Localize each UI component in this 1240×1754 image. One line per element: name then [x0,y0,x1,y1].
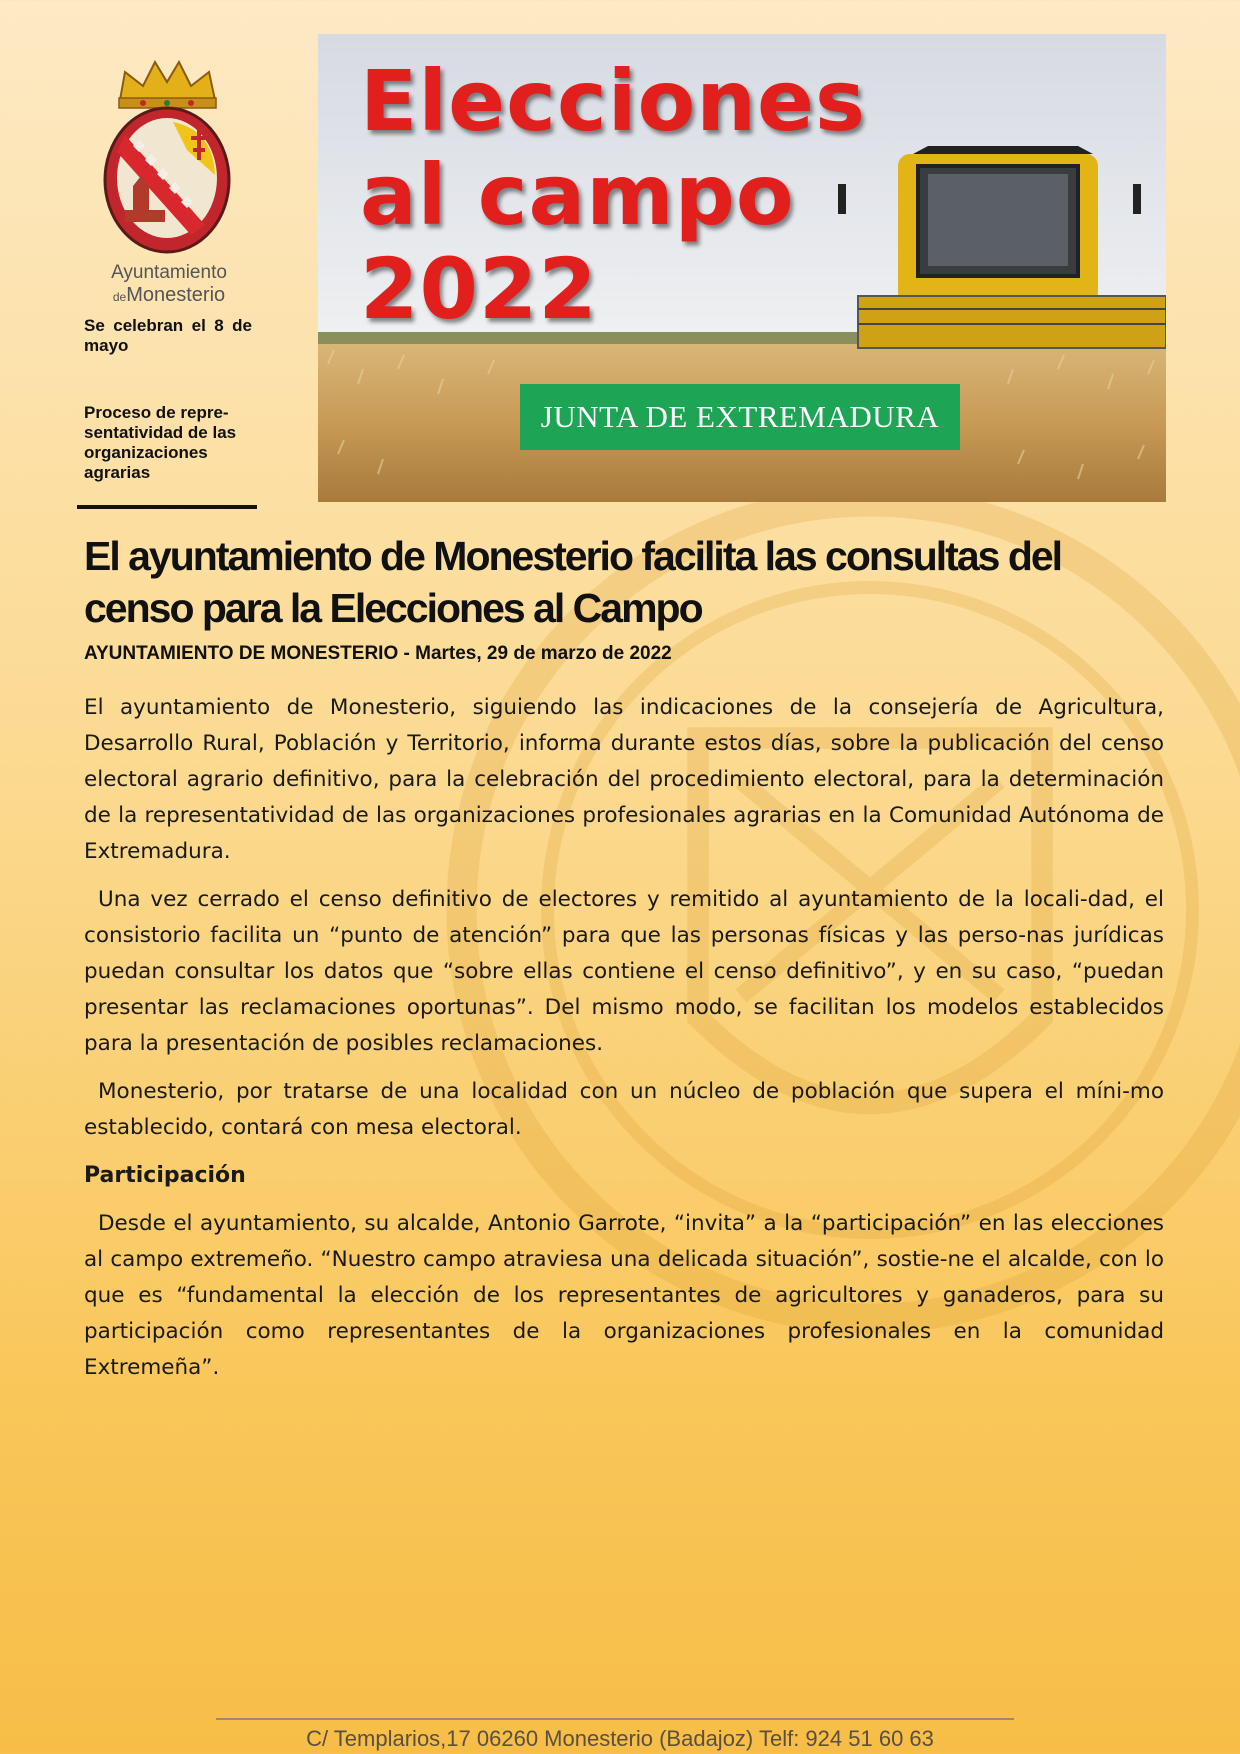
crest-caption-line1: Ayuntamiento [111,262,227,283]
junta-badge: JUNTA DE EXTREMADURA [520,384,960,450]
crest-caption-name: Monesterio [126,284,226,306]
footer-address: C/ Templarios,17 06260 Monesterio (Badajoz) Telf: 924 51 60 63 [306,1726,934,1751]
banner-title-line3: 2022 [360,240,598,338]
crest-caption [84,262,254,308]
article-headline: El ayuntamiento de Monesterio facilita las consultas del censo para la Elecciones al Campo [84,533,1062,631]
article-body [84,690,1164,1398]
sidebar-divider [77,505,257,509]
banner-image [318,34,1166,502]
crest-caption-de: de [112,290,127,304]
banner-title [360,54,866,336]
banner-title-line1: Elecciones [360,52,867,150]
article-subheading: Participación [84,1163,246,1188]
footer-divider [216,1718,1014,1720]
article-paragraph: El ayuntamiento de Monesterio, siguiendo las indicaciones de la consejería de Agricultura, Desarrollo Rural, Población y Territorio, informa durante estos días, sobre la publicación del censo electoral agrario definitivo, para la celebración del procedimiento electoral, para la determinación de la representatividad de las organizaciones profesionales agrarias en la Comunidad Autónoma de Extremadura. [84,695,1164,864]
article-byline: AYUNTAMIENTO DE MONESTERIO - Martes, 29 de marzo de 2022 [84,643,672,664]
monesterio-crest-logo [95,60,240,260]
sidebar-note-date: Se celebran el 8 de mayo [84,316,252,355]
banner-title-line2: al campo [360,146,795,244]
sidebar-note-process: Proceso de repre-sentatividad de las organizaciones agrarias [84,403,237,482]
article-paragraph: Una vez cerrado el censo definitivo de electores y remitido al ayuntamiento de la locali-dad, el consistorio facilita un “punto de atención” para que las personas físicas y las perso-nas jurídicas puedan consultar los datos que “sobre ellas contiene el censo definitivo”, y en su caso, “puedan presentar las reclamaciones oportunas”. Del mismo modo, se facilitan los modelos establecidos para la presentación de posibles reclamaciones. [84,887,1164,1056]
article-paragraph: Monesterio, por tratarse de una localidad con un núcleo de población que supera el míni-mo establecido, contará con mesa electoral. [84,1079,1164,1140]
article-paragraph: Desde el ayuntamiento, su alcalde, Antonio Garrote, “invita” a la “participación” en las elecciones al campo extremeño. “Nuestro campo atraviesa una delicada situación”, sostie-ne el alcalde, con lo que es “fundamental la elección de los representantes de agricultores y ganaderos, para su participación como representantes de la organizaciones profesionales en la comunidad Extremeña”. [84,1211,1164,1380]
